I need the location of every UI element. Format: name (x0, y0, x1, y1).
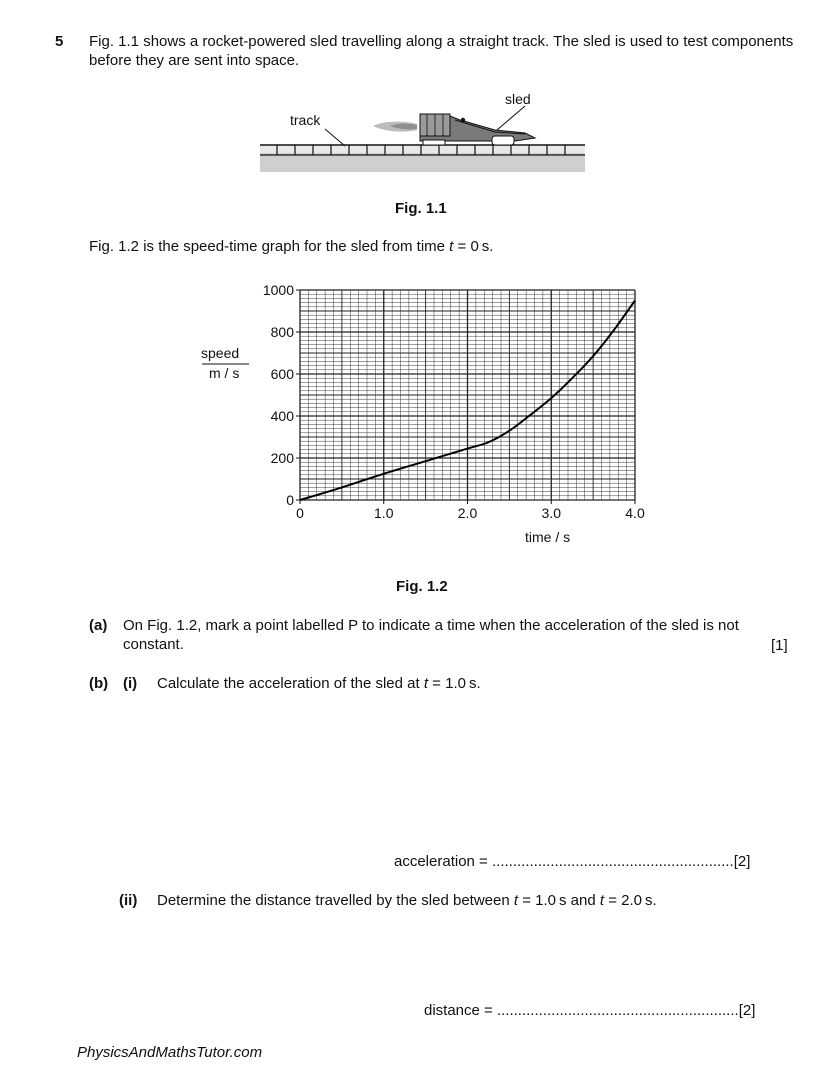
part-b-ii-text: Determine the distance travelled by the sled between (157, 892, 514, 909)
sled-figure (255, 86, 590, 176)
track-label: track (290, 112, 321, 128)
x-tick-label: 0 (296, 505, 304, 521)
part-a-text: On Fig. 1.2, mark a point labelled P to indicate a time when the acceleration of the sled is not constant. (123, 617, 739, 653)
y-tick-label: 400 (270, 408, 294, 424)
track-leader-line (325, 129, 345, 146)
acceleration-answer-dots[interactable]: .......................................................... (491, 853, 734, 870)
y-tick-label: 800 (270, 324, 294, 340)
question-intro: Fig. 1.1 shows a rocket-powered sled travelling along a straight track. The sled is used to test components before they are sent into space. (89, 33, 794, 69)
acceleration-label: acceleration = (394, 853, 492, 870)
x-tick-label: 3.0 (541, 505, 561, 521)
sled-skid-rear (492, 136, 514, 145)
x-tick-label: 4.0 (625, 505, 645, 521)
time-variable: t (423, 675, 429, 692)
time-variable: t (449, 238, 454, 255)
graph-grid (300, 290, 635, 500)
part-b-ii-label: (ii) (119, 892, 138, 909)
y-tick-label: 0 (286, 492, 294, 508)
time-variable: t (599, 892, 605, 909)
sled-label: sled (505, 91, 531, 107)
fig11-caption: Fig. 1.1 (395, 200, 447, 217)
y-axis-unit: m / s (209, 365, 240, 381)
part-b-ii-question (157, 891, 657, 910)
distance-answer-dots[interactable]: .......................................................... (496, 1002, 739, 1019)
y-tick-label: 600 (270, 366, 294, 382)
question-number: 5 (55, 33, 64, 50)
part-b-i-text: Calculate the acceleration of the sled at (157, 675, 424, 692)
fig12-intro (89, 237, 493, 256)
x-axis-ticks (296, 500, 645, 521)
speed-time-graph (195, 280, 665, 555)
fig12-intro-text: Fig. 1.2 is the speed-time graph for the sled from time (89, 238, 450, 255)
time-variable: t (513, 892, 519, 909)
y-axis-label: speed (201, 345, 240, 361)
part-b-i-label: (i) (123, 675, 138, 692)
sled-skid-front (423, 140, 445, 145)
track-base (260, 146, 585, 153)
acceleration-answer-line[interactable] (394, 852, 750, 871)
x-tick-label: 1.0 (374, 505, 394, 521)
part-b-i-question (157, 674, 481, 693)
part-a-label: (a) (89, 617, 108, 634)
part-b-ii-marks: [2] (738, 1002, 756, 1019)
part-b-i-marks: [2] (733, 853, 751, 870)
sled-leader-line (497, 106, 525, 130)
fig12-caption: Fig. 1.2 (396, 578, 448, 595)
fig12-intro-end: = 0 s. (453, 238, 494, 255)
part-b-ii-text-mid: = 1.0 s and (518, 892, 600, 909)
part-a-marks: [1] (771, 637, 788, 654)
x-tick-label: 2.0 (457, 505, 478, 521)
distance-label: distance = (424, 1002, 497, 1019)
y-tick-label: 1000 (262, 282, 294, 298)
distance-answer-line[interactable] (424, 1001, 755, 1020)
footer-brand: PhysicsAndMathsTutor.com (77, 1044, 263, 1061)
part-b-label: (b) (89, 675, 109, 692)
part-b-i-text-end: = 1.0 s. (428, 675, 481, 692)
x-axis-label: time / s (525, 529, 571, 545)
part-b-ii-text-end: = 2.0 s. (604, 892, 657, 909)
y-axis-ticks (263, 282, 300, 508)
y-tick-label: 200 (270, 450, 294, 466)
